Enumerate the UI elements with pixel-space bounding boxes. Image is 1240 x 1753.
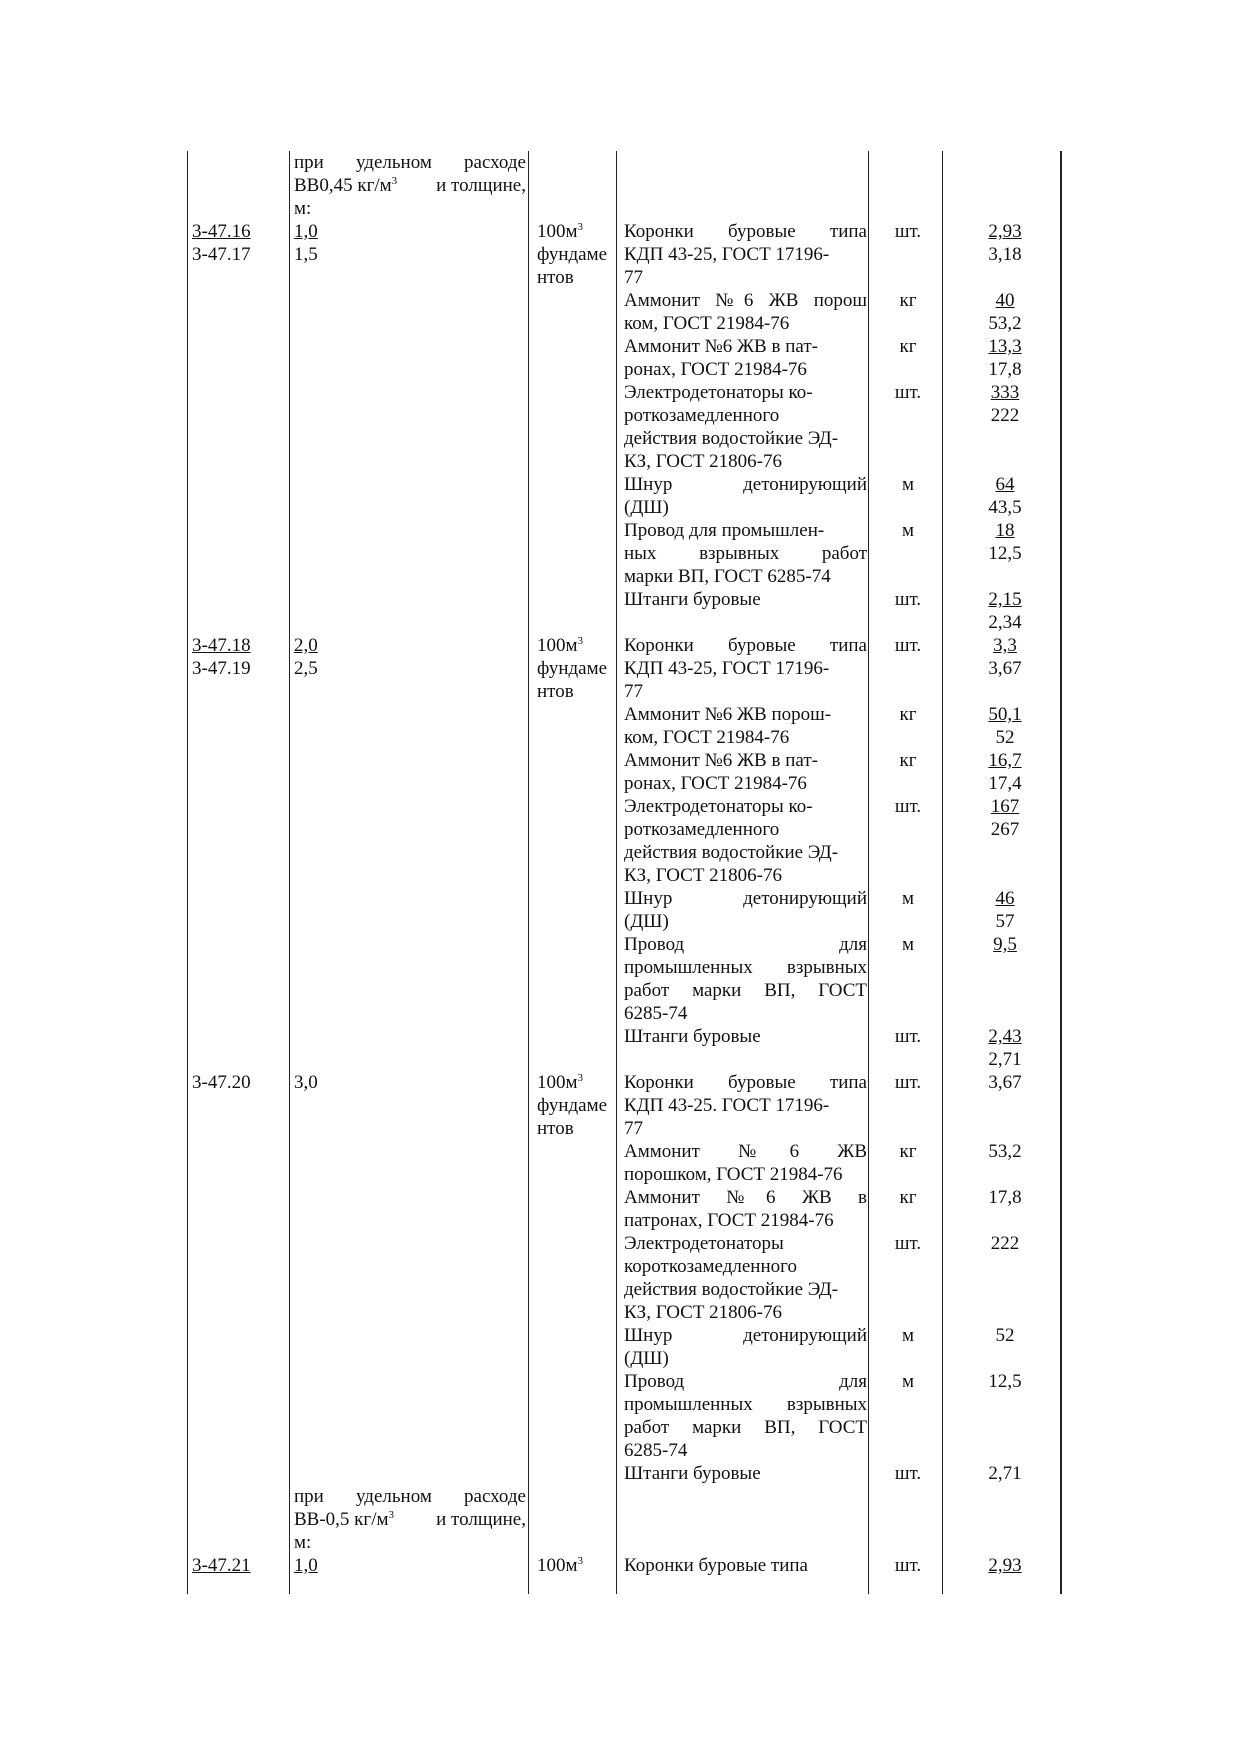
material-name — [624, 335, 867, 381]
material-name-line: Коронки буровые типа — [624, 221, 867, 242]
material-name-line: роткозамедленного — [624, 819, 780, 840]
table-border-left — [187, 151, 188, 1594]
norm-value-first: 50,1 — [988, 704, 1022, 725]
material-name-line: КДП 43-25, ГОСТ 17196- — [624, 658, 830, 679]
norm-value-second: 12,5 — [988, 543, 1022, 564]
measure-unit: шт. — [894, 1026, 922, 1047]
measure-unit: шт. — [894, 382, 922, 403]
measure-unit: шт. — [894, 1463, 922, 1484]
material-name-line: (ДШ) — [624, 497, 669, 518]
measure-unit: кг — [899, 1187, 917, 1208]
code: 3-47.18 — [192, 635, 251, 656]
thickness: 1,0 — [294, 221, 318, 242]
norm-value-second: 17,8 — [988, 359, 1022, 380]
material-name-line: 6285-74 — [624, 1003, 688, 1024]
measure-unit: шт. — [894, 1233, 922, 1254]
material-name-line: промышленных взрывных — [624, 957, 867, 978]
material-name — [624, 1186, 867, 1232]
material-name-line: марки ВП, ГОСТ 6285-74 — [624, 566, 831, 587]
measure-unit: кг — [899, 750, 917, 771]
material-name-line: (ДШ) — [624, 1348, 669, 1369]
code: 3-47.19 — [192, 658, 251, 679]
measure-unit: шт. — [894, 796, 922, 817]
material-name-line: ронах, ГОСТ 21984-76 — [624, 773, 807, 794]
material-name-line: действия водостойкие ЭД- — [624, 1279, 839, 1300]
measure-unit: м — [901, 520, 915, 541]
intro-2-line-2 — [294, 1508, 526, 1531]
material-name-line: патронах, ГОСТ 21984-76 — [624, 1210, 834, 1231]
material-name — [624, 795, 867, 887]
material-name-line: короткозамедленного — [624, 1256, 797, 1277]
material-name — [624, 1025, 867, 1048]
material-name — [624, 634, 867, 703]
material-name-line: Штанги буровые — [624, 1463, 761, 1484]
norm-value-second: 2,34 — [988, 612, 1022, 633]
code: 3-47.20 — [192, 1072, 251, 1093]
material-name-line: Аммонит №6 ЖВ в пат- — [624, 336, 818, 357]
material-name-line: ком, ГОСТ 21984-76 — [624, 727, 790, 748]
material-name — [624, 1462, 867, 1485]
intro-1-rate: ВВ0,45 кг/м — [294, 175, 392, 196]
thickness: 2,5 — [294, 658, 318, 679]
thickness: 1,5 — [294, 244, 318, 265]
material-name-line: (ДШ) — [624, 911, 669, 932]
norm-value-first: 333 — [990, 382, 1020, 403]
norm-value-second: 17,4 — [988, 773, 1022, 794]
material-name-line: ком, ГОСТ 21984-76 — [624, 313, 790, 334]
norm-value-first: 3,3 — [993, 635, 1017, 656]
material-name-line: Провод для — [624, 934, 867, 955]
material-name-line: Электродетонаторы ко- — [624, 796, 813, 817]
norm-value-first: 2,93 — [988, 221, 1022, 242]
measure-unit: шт. — [894, 221, 922, 242]
material-name-line: действия водостойкие ЭД- — [624, 842, 839, 863]
intro-1-line-3: м: — [294, 198, 312, 219]
material-name — [624, 220, 867, 289]
intro-2-line-3: м: — [294, 1532, 312, 1553]
unit: нтов — [537, 681, 574, 702]
material-name-line: Электродетонаторы — [624, 1233, 784, 1254]
material-name-line: КЗ, ГОСТ 21806-76 — [624, 865, 783, 886]
material-name-line: ронах, ГОСТ 21984-76 — [624, 359, 807, 380]
unit: фундаме — [537, 658, 608, 679]
material-name — [624, 588, 867, 611]
column-divider-1 — [289, 151, 290, 1594]
material-name-line: КДП 43-25. ГОСТ 17196- — [624, 1095, 830, 1116]
unit: нтов — [537, 267, 574, 288]
thickness: 1,0 — [294, 1555, 318, 1576]
norm-value-first: 2,15 — [988, 589, 1022, 610]
code: 3-47.17 — [192, 244, 251, 265]
material-name-line: Шнур детонирующий — [624, 888, 867, 909]
norm-value: 222 — [990, 1233, 1020, 1254]
material-name-line: роткозамедленного — [624, 405, 780, 426]
material-name-line: Аммонит №6 ЖВ порош — [624, 290, 867, 311]
material-name-line: промышленных взрывных — [624, 1394, 867, 1415]
unit: фундаме — [537, 244, 608, 265]
measure-unit: кг — [899, 704, 917, 725]
norm-value-second: 2,71 — [988, 1049, 1022, 1070]
material-name — [624, 887, 867, 933]
material-name-line: действия водостойкие ЭД- — [624, 428, 839, 449]
intro-1-line-1: при удельном расходе — [294, 152, 526, 173]
intro-1-sup: 3 — [391, 175, 398, 187]
material-name — [624, 289, 867, 335]
table-border-right — [1060, 151, 1062, 1594]
material-name-line: КЗ, ГОСТ 21806-76 — [624, 451, 783, 472]
unit: $100м^3$ — [537, 221, 584, 242]
intro-2-line-1: при удельном расходе — [294, 1486, 526, 1507]
material-name-line: ных взрывных работ — [624, 543, 867, 564]
material-name-line: 77 — [624, 267, 643, 288]
code: 3-47.21 — [192, 1555, 251, 1576]
material-name-line: Аммонит №6 ЖВ порош- — [624, 704, 832, 725]
material-name-line: работ марки ВП, ГОСТ — [624, 980, 867, 1001]
column-divider-2 — [528, 151, 529, 1594]
norm-value-second: 267 — [990, 819, 1020, 840]
material-name-line: порошком, ГОСТ 21984-76 — [624, 1164, 843, 1185]
material-name — [624, 473, 867, 519]
measure-unit: м — [901, 474, 915, 495]
unit: $100м^3$ — [537, 1072, 584, 1093]
unit: $100м^3$ — [537, 635, 584, 656]
material-name-line: 77 — [624, 1118, 643, 1139]
material-name — [624, 933, 867, 1025]
norm-value: 3,67 — [988, 1072, 1022, 1093]
material-name-line: КДП 43-25, ГОСТ 17196- — [624, 244, 830, 265]
norm-value-first: 46 — [995, 888, 1015, 909]
thickness: 3,0 — [294, 1072, 318, 1093]
norm-value-first: 13,3 — [988, 336, 1022, 357]
norm-value: 52 — [995, 1325, 1015, 1346]
material-name: Коронки буровые типа — [624, 1555, 808, 1576]
norm-value-second: 222 — [990, 405, 1020, 426]
measure-unit: м — [901, 1371, 915, 1392]
material-name-line: Аммонит №6 ЖВ — [624, 1141, 867, 1162]
column-divider-3 — [616, 151, 617, 1594]
norm-value-first: 9,5 — [993, 934, 1017, 955]
material-name-line: Коронки буровые типа — [624, 1072, 867, 1093]
norm-value: 2,93 — [988, 1555, 1022, 1576]
material-name — [624, 381, 867, 473]
norm-value-first: 18 — [995, 520, 1015, 541]
material-name-line: Шнур детонирующий — [624, 474, 867, 495]
norm-value-second: 3,18 — [988, 244, 1022, 265]
material-name — [624, 1140, 867, 1186]
measure-unit: шт. — [894, 1555, 922, 1576]
intro-2-rate: ВВ-0,5 кг/м — [294, 1509, 389, 1530]
norm-value: 12,5 — [988, 1371, 1022, 1392]
norm-value-second: 52 — [995, 727, 1015, 748]
code: 3-47.16 — [192, 221, 251, 242]
norm-value-second: 57 — [995, 911, 1015, 932]
material-name-line: работ марки ВП, ГОСТ — [624, 1417, 867, 1438]
material-name-line: Аммонит №6 ЖВ в пат- — [624, 750, 818, 771]
material-name-line: Аммонит №6 ЖВ в — [624, 1187, 867, 1208]
material-name — [624, 1370, 867, 1462]
norm-value-second: 43,5 — [988, 497, 1022, 518]
material-name-line: Коронки буровые типа — [624, 635, 867, 656]
material-name — [624, 703, 867, 749]
unit: нтов — [537, 1118, 574, 1139]
intro-1-thickness: и толщине, — [436, 175, 526, 196]
material-name-line: 6285-74 — [624, 1440, 688, 1461]
measure-unit: шт. — [894, 635, 922, 656]
material-name — [624, 1071, 867, 1140]
norm-value-first: 2,43 — [988, 1026, 1022, 1047]
material-name-line: Штанги буровые — [624, 1026, 761, 1047]
measure-unit: м — [901, 888, 915, 909]
intro-1-line-2 — [294, 174, 526, 197]
material-name-line: 77 — [624, 681, 643, 702]
thickness: 2,0 — [294, 635, 318, 656]
intro-2-sup: 3 — [388, 1509, 394, 1521]
measure-unit: кг — [899, 290, 917, 311]
norm-value-second: 53,2 — [988, 313, 1022, 334]
norm-value: 2,71 — [988, 1463, 1022, 1484]
norm-value: 53,2 — [988, 1141, 1022, 1162]
material-name-line: Электродетонаторы ко- — [624, 382, 813, 403]
material-name-line: КЗ, ГОСТ 21806-76 — [624, 1302, 783, 1323]
measure-unit: кг — [899, 1141, 917, 1162]
material-name-line: Провод для промышлен- — [624, 520, 825, 541]
measure-unit: шт. — [894, 589, 922, 610]
material-name — [624, 1324, 867, 1370]
material-name-line: Шнур детонирующий — [624, 1325, 867, 1346]
unit: фундаме — [537, 1095, 608, 1116]
measure-unit: шт. — [894, 1072, 922, 1093]
material-name-line: Штанги буровые — [624, 589, 761, 610]
norm-value-first: 64 — [995, 474, 1015, 495]
norm-value-first: 167 — [990, 796, 1020, 817]
material-name — [624, 519, 867, 588]
norm-value-second: 3,67 — [988, 658, 1022, 679]
norm-value-first: 16,7 — [988, 750, 1022, 771]
material-name-line: Провод для — [624, 1371, 867, 1392]
measure-unit: м — [901, 934, 915, 955]
norm-value: 17,8 — [988, 1187, 1022, 1208]
measure-unit: кг — [899, 336, 917, 357]
intro-2-thickness: и толщине, — [436, 1509, 526, 1530]
measure-unit: м — [901, 1325, 915, 1346]
unit: $100м^3$ — [537, 1555, 584, 1576]
material-name — [624, 749, 867, 795]
material-name — [624, 1232, 867, 1324]
norm-value-first: 40 — [995, 290, 1015, 311]
